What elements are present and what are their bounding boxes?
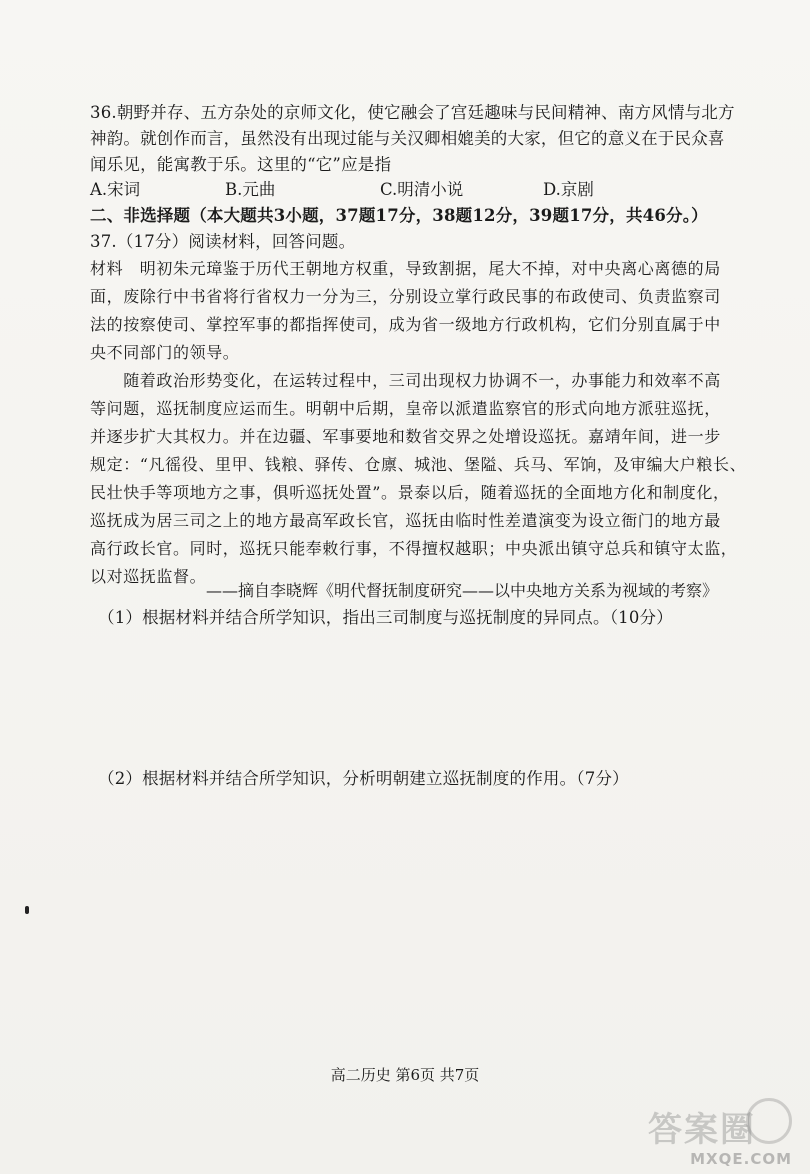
material-line-11: 高行政长官。同时，巡抚只能奉敕行事，不得擅权越职；中央派出镇守总兵和镇守太监，: [90, 539, 738, 558]
watermark-brand: 答案圈: [648, 1110, 756, 1150]
option-c: C.明清小说: [380, 180, 464, 199]
material-line-9: 民壮快手等项地方之事，俱听巡抚处置”。景泰以后，随着巡抚的全面地方化和制度化，: [90, 483, 730, 502]
material-line-1: 材料 明初朱元璋鉴于历代王朝地方权重，导致割据，尾大不掉，对中央离心离德的局: [90, 259, 721, 278]
material-line-6: 等问题，巡抚制度应运而生。明朝中后期，皇帝以派遣监察官的形式向地方派驻巡抚，: [90, 399, 721, 418]
option-d: D.京剧: [543, 180, 594, 199]
material-line-4: 央不同部门的领导。: [90, 343, 240, 362]
material-line-5: 随着政治形势变化，在运转过程中，三司出现权力协调不一，办事能力和效率不高: [90, 371, 721, 390]
material-line-10: 巡抚成为居三司之上的地方最高军政长官，巡抚由临时性差遣演变为设立衙门的地方最: [90, 511, 721, 530]
material-line-8: 规定：“凡徭役、里甲、钱粮、驿传、仓廪、城池、堡隘、兵马、军饷，及审编大户粮长、: [90, 455, 747, 474]
q36-options: [90, 177, 726, 203]
material-line-7: 并逐步扩大其权力。并在边疆、军事要地和数省交界之处增设巡抚。嘉靖年间，进一步: [90, 427, 721, 446]
material-line-3: 法的按察使司、掌控军事的都指挥使司，成为省一级地方行政机构，它们分别直属于中: [90, 315, 721, 334]
material-line-12: 以对巡抚监督。: [90, 567, 207, 586]
watermark-logo: [642, 1098, 792, 1168]
section2-heading: 二、非选择题（本大题共3小题，37题17分，38题12分，39题17分，共46分。）: [90, 206, 708, 225]
scan-mark: [25, 906, 29, 914]
sub-question-1: （1）根据材料并结合所学知识，指出三司制度与巡抚制度的异同点。（10分）: [98, 608, 673, 627]
q37-header: 37.（17分）阅读材料，回答问题。: [90, 232, 356, 251]
option-a: A.宋词: [90, 180, 141, 199]
q36-line-3: 闻乐见，能寓教于乐。这里的“它”应是指: [90, 155, 392, 174]
material-source: ——摘自李晓辉《明代督抚制度研究——以中央地方关系为视域的考察》: [205, 581, 718, 600]
sub-question-2: （2）根据材料并结合所学知识，分析明朝建立巡抚制度的作用。（7分）: [98, 769, 629, 788]
q36-line-2: 神韵。就创作而言，虽然没有出现过能与关汉卿相媲美的大家，但它的意义在于民众喜: [90, 129, 725, 148]
watermark-url: MXQE.COM: [690, 1150, 792, 1168]
q36-line-1: 36.朝野并存、五方杂处的京师文化，使它融会了宫廷趣味与民间精神、南方风情与北方: [90, 103, 735, 122]
option-b: B.元曲: [225, 180, 276, 199]
page-footer: 高二历史 第6页 共7页: [330, 1066, 480, 1084]
material-line-2: 面，废除行中书省将行省权力一分为三，分别设立掌行政民事的布政使司、负责监察司: [90, 287, 721, 306]
